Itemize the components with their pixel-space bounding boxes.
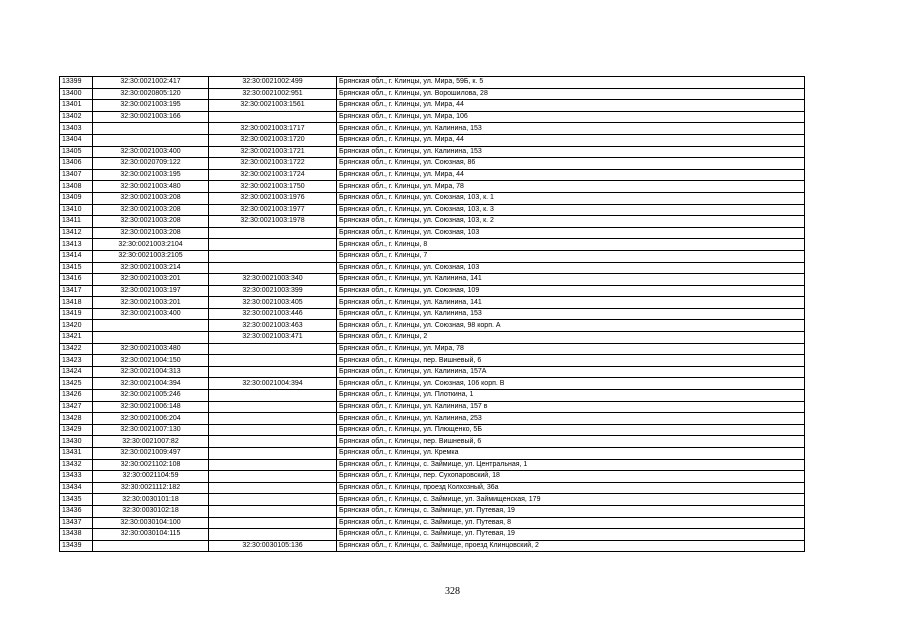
cadastral-number-land-cell: 32:30:0021003:201 [93, 274, 209, 286]
address-cell: Брянская обл., г. Клинцы, ул. Калинина, 153 [337, 308, 805, 320]
table-row [60, 239, 805, 251]
row-number-cell: 13428 [60, 413, 93, 425]
cadastral-number-building-cell: 32:30:0021003:1717 [209, 123, 337, 135]
cadastral-number-building-cell [209, 424, 337, 436]
cadastral-number-building-cell [209, 239, 337, 251]
table-row [60, 216, 805, 228]
table-row [60, 378, 805, 390]
table-row [60, 146, 805, 158]
cadastral-number-land-cell: 32:30:0021007:130 [93, 424, 209, 436]
cadastral-number-building-cell [209, 366, 337, 378]
cadastral-number-building-cell: 32:30:0021004:394 [209, 378, 337, 390]
address-cell: Брянская обл., г. Клинцы, ул. Калинина, 141 [337, 274, 805, 286]
cadastral-number-building-cell [209, 413, 337, 425]
table-row [60, 227, 805, 239]
row-number-cell: 13408 [60, 181, 93, 193]
table-row [60, 505, 805, 517]
address-cell: Брянская обл., г. Клинцы, ул. Мира, 78 [337, 181, 805, 193]
row-number-cell: 13411 [60, 216, 93, 228]
table-row [60, 169, 805, 181]
cadastral-number-land-cell: 32:30:0021006:148 [93, 401, 209, 413]
row-number-cell: 13437 [60, 517, 93, 529]
row-number-cell: 13433 [60, 471, 93, 483]
registry-table [59, 76, 805, 552]
table-row [60, 436, 805, 448]
cadastral-number-land-cell: 32:30:0021003:2105 [93, 250, 209, 262]
row-number-cell: 13412 [60, 227, 93, 239]
row-number-cell: 13421 [60, 332, 93, 344]
row-number-cell: 13422 [60, 343, 93, 355]
cadastral-number-building-cell [209, 494, 337, 506]
cadastral-number-land-cell: 32:30:0021102:108 [93, 459, 209, 471]
cadastral-number-land-cell: 32:30:0030104:100 [93, 517, 209, 529]
table-row [60, 448, 805, 460]
address-cell: Брянская обл., г. Клинцы, ул. Союзная, 103, к. 3 [337, 204, 805, 216]
table-row [60, 390, 805, 402]
cadastral-number-land-cell: 32:30:0021007:82 [93, 436, 209, 448]
table-row [60, 332, 805, 344]
address-cell: Брянская обл., г. Клинцы, с. Займище, ул. Центральная, 1 [337, 459, 805, 471]
address-cell: Брянская обл., г. Клинцы, ул. Союзная, 103 [337, 262, 805, 274]
address-cell: Брянская обл., г. Клинцы, ул. Калинина, 141 [337, 297, 805, 309]
address-cell: Брянская обл., г. Клинцы, ул. Калинина, 157А [337, 366, 805, 378]
address-cell: Брянская обл., г. Клинцы, ул. Мира, 44 [337, 134, 805, 146]
address-cell: Брянская обл., г. Клинцы, ул. Мира, 44 [337, 100, 805, 112]
address-cell: Брянская обл., г. Клинцы, ул. Мира, 59Б, к. 5 [337, 77, 805, 89]
address-cell: Брянская обл., г. Клинцы, с. Займище, ул. Займищенская, 179 [337, 494, 805, 506]
table-row [60, 77, 805, 89]
cadastral-number-building-cell [209, 482, 337, 494]
row-number-cell: 13420 [60, 320, 93, 332]
row-number-cell: 13418 [60, 297, 93, 309]
cadastral-number-building-cell [209, 390, 337, 402]
cadastral-number-land-cell: 32:30:0020709:122 [93, 158, 209, 170]
cadastral-number-building-cell: 32:30:0021003:446 [209, 308, 337, 320]
cadastral-number-land-cell [93, 332, 209, 344]
row-number-cell: 13434 [60, 482, 93, 494]
row-number-cell: 13425 [60, 378, 93, 390]
cadastral-number-building-cell: 32:30:0021002:951 [209, 88, 337, 100]
cadastral-number-land-cell: 32:30:0021003:195 [93, 100, 209, 112]
address-cell: Брянская обл., г. Клинцы, ул. Союзная, 98 корп. А [337, 320, 805, 332]
cadastral-number-land-cell: 32:30:0021003:400 [93, 308, 209, 320]
cadastral-number-land-cell [93, 134, 209, 146]
cadastral-number-land-cell: 32:30:0021005:246 [93, 390, 209, 402]
row-number-cell: 13427 [60, 401, 93, 413]
cadastral-number-land-cell: 32:30:0021104:59 [93, 471, 209, 483]
cadastral-number-building-cell: 32:30:0021003:463 [209, 320, 337, 332]
address-cell: Брянская обл., г. Клинцы, ул. Калинина, 153 [337, 146, 805, 158]
cadastral-number-building-cell [209, 505, 337, 517]
table-row [60, 413, 805, 425]
cadastral-number-land-cell: 32:30:0021003:214 [93, 262, 209, 274]
cadastral-number-building-cell [209, 227, 337, 239]
table-row [60, 355, 805, 367]
cadastral-number-building-cell [209, 111, 337, 123]
row-number-cell: 13401 [60, 100, 93, 112]
row-number-cell: 13429 [60, 424, 93, 436]
cadastral-number-land-cell: 32:30:0021004:313 [93, 366, 209, 378]
cadastral-number-building-cell [209, 343, 337, 355]
address-cell: Брянская обл., г. Клинцы, ул. Калинина, 157 в [337, 401, 805, 413]
page-number: 328 [445, 586, 460, 597]
row-number-cell: 13403 [60, 123, 93, 135]
row-number-cell: 13400 [60, 88, 93, 100]
row-number-cell: 13426 [60, 390, 93, 402]
address-cell: Брянская обл., г. Клинцы, пер. Вишневый, 6 [337, 436, 805, 448]
row-number-cell: 13438 [60, 529, 93, 541]
row-number-cell: 13410 [60, 204, 93, 216]
table-row [60, 158, 805, 170]
cadastral-number-building-cell [209, 401, 337, 413]
address-cell: Брянская обл., г. Клинцы, ул. Мира, 44 [337, 169, 805, 181]
row-number-cell: 13424 [60, 366, 93, 378]
address-cell: Брянская обл., г. Клинцы, ул. Союзная, 86 [337, 158, 805, 170]
address-cell: Брянская обл., г. Клинцы, ул. Мира, 106 [337, 111, 805, 123]
cadastral-number-building-cell: 32:30:0021003:1977 [209, 204, 337, 216]
cadastral-number-land-cell: 32:30:0021003:400 [93, 146, 209, 158]
cadastral-number-land-cell: 32:30:0021003:480 [93, 181, 209, 193]
address-cell: Брянская обл., г. Клинцы, ул. Кремка [337, 448, 805, 460]
row-number-cell: 13415 [60, 262, 93, 274]
cadastral-number-land-cell: 32:30:0021003:480 [93, 343, 209, 355]
cadastral-number-land-cell: 32:30:0030102:18 [93, 505, 209, 517]
row-number-cell: 13419 [60, 308, 93, 320]
cadastral-number-land-cell: 32:30:0021003:208 [93, 227, 209, 239]
row-number-cell: 13417 [60, 285, 93, 297]
row-number-cell: 13399 [60, 77, 93, 89]
cadastral-number-land-cell: 32:30:0021003:197 [93, 285, 209, 297]
table-row [60, 123, 805, 135]
cadastral-number-land-cell: 32:30:0020805:120 [93, 88, 209, 100]
address-cell: Брянская обл., г. Клинцы, ул. Союзная, 106 корп. В [337, 378, 805, 390]
address-cell: Брянская обл., г. Клинцы, ул. Мира, 78 [337, 343, 805, 355]
address-cell: Брянская обл., г. Клинцы, пер. Сухопаровский, 18 [337, 471, 805, 483]
cadastral-number-land-cell: 32:30:0030104:115 [93, 529, 209, 541]
cadastral-number-building-cell: 32:30:0030105:136 [209, 540, 337, 552]
cadastral-number-building-cell [209, 529, 337, 541]
address-cell: Брянская обл., г. Клинцы, 7 [337, 250, 805, 262]
registry-table-body [60, 77, 805, 552]
cadastral-number-building-cell: 32:30:0021003:1722 [209, 158, 337, 170]
cadastral-number-building-cell: 32:30:0021003:340 [209, 274, 337, 286]
row-number-cell: 13431 [60, 448, 93, 460]
address-cell: Брянская обл., г. Клинцы, с. Займище, ул. Путевая, 8 [337, 517, 805, 529]
table-row [60, 482, 805, 494]
row-number-cell: 13414 [60, 250, 93, 262]
row-number-cell: 13416 [60, 274, 93, 286]
cadastral-number-land-cell: 32:30:0021003:208 [93, 216, 209, 228]
cadastral-number-building-cell: 32:30:0021003:1721 [209, 146, 337, 158]
table-row [60, 424, 805, 436]
table-row [60, 204, 805, 216]
table-row [60, 459, 805, 471]
cadastral-number-building-cell: 32:30:0021003:1561 [209, 100, 337, 112]
table-row [60, 540, 805, 552]
cadastral-number-building-cell [209, 459, 337, 471]
row-number-cell: 13407 [60, 169, 93, 181]
table-row [60, 285, 805, 297]
cadastral-number-building-cell [209, 517, 337, 529]
address-cell: Брянская обл., г. Клинцы, 8 [337, 239, 805, 251]
cadastral-number-land-cell [93, 320, 209, 332]
address-cell: Брянская обл., г. Клинцы, ул. Калинина, 153 [337, 123, 805, 135]
row-number-cell: 13435 [60, 494, 93, 506]
cadastral-number-land-cell: 32:30:0021004:394 [93, 378, 209, 390]
table-row [60, 192, 805, 204]
table-row [60, 88, 805, 100]
cadastral-number-building-cell: 32:30:0021003:405 [209, 297, 337, 309]
address-cell: Брянская обл., г. Клинцы, ул. Союзная, 103, к. 1 [337, 192, 805, 204]
cadastral-number-building-cell [209, 262, 337, 274]
address-cell: Брянская обл., г. Клинцы, ул. Калинина, 253 [337, 413, 805, 425]
cadastral-number-building-cell: 32:30:0021003:1976 [209, 192, 337, 204]
table-row [60, 250, 805, 262]
cadastral-number-building-cell: 32:30:0021003:1720 [209, 134, 337, 146]
table-row [60, 111, 805, 123]
cadastral-number-land-cell: 32:30:0030101:18 [93, 494, 209, 506]
table-row [60, 366, 805, 378]
row-number-cell: 13402 [60, 111, 93, 123]
cadastral-number-building-cell: 32:30:0021003:1750 [209, 181, 337, 193]
cadastral-number-building-cell [209, 436, 337, 448]
address-cell: Брянская обл., г. Клинцы, проезд Колхозный, 36а [337, 482, 805, 494]
cadastral-number-land-cell [93, 123, 209, 135]
table-row [60, 343, 805, 355]
cadastral-number-building-cell [209, 250, 337, 262]
cadastral-number-land-cell: 32:30:0021002:417 [93, 77, 209, 89]
cadastral-number-land-cell: 32:30:0021004:150 [93, 355, 209, 367]
cadastral-number-building-cell [209, 471, 337, 483]
table-row [60, 529, 805, 541]
cadastral-number-building-cell [209, 448, 337, 460]
address-cell: Брянская обл., г. Клинцы, пер. Вишневый, 6 [337, 355, 805, 367]
cadastral-number-building-cell: 32:30:0021003:1978 [209, 216, 337, 228]
row-number-cell: 13432 [60, 459, 93, 471]
address-cell: Брянская обл., г. Клинцы, ул. Союзная, 103, к. 2 [337, 216, 805, 228]
row-number-cell: 13413 [60, 239, 93, 251]
row-number-cell: 13423 [60, 355, 93, 367]
cadastral-number-building-cell: 32:30:0021003:1724 [209, 169, 337, 181]
table-row [60, 401, 805, 413]
address-cell: Брянская обл., г. Клинцы, ул. Плоткина, 1 [337, 390, 805, 402]
cadastral-number-land-cell: 32:30:0021003:166 [93, 111, 209, 123]
cadastral-number-land-cell: 32:30:0021003:208 [93, 204, 209, 216]
cadastral-number-land-cell [93, 540, 209, 552]
cadastral-number-land-cell: 32:30:0021003:208 [93, 192, 209, 204]
table-row [60, 471, 805, 483]
table-row [60, 262, 805, 274]
row-number-cell: 13404 [60, 134, 93, 146]
row-number-cell: 13405 [60, 146, 93, 158]
table-row [60, 308, 805, 320]
address-cell: Брянская обл., г. Клинцы, с. Займище, ул. Путевая, 19 [337, 505, 805, 517]
table-row [60, 297, 805, 309]
cadastral-number-building-cell [209, 355, 337, 367]
cadastral-number-land-cell: 32:30:0021003:195 [93, 169, 209, 181]
address-cell: Брянская обл., г. Клинцы, ул. Союзная, 109 [337, 285, 805, 297]
table-row [60, 494, 805, 506]
cadastral-number-building-cell: 32:30:0021002:499 [209, 77, 337, 89]
cadastral-number-land-cell: 32:30:0021009:497 [93, 448, 209, 460]
address-cell: Брянская обл., г. Клинцы, с. Займище, проезд Клинцовский, 2 [337, 540, 805, 552]
row-number-cell: 13439 [60, 540, 93, 552]
table-row [60, 274, 805, 286]
row-number-cell: 13436 [60, 505, 93, 517]
cadastral-number-land-cell: 32:30:0021003:201 [93, 297, 209, 309]
table-row [60, 134, 805, 146]
cadastral-number-building-cell: 32:30:0021003:399 [209, 285, 337, 297]
table-row [60, 320, 805, 332]
table-row [60, 100, 805, 112]
address-cell: Брянская обл., г. Клинцы, ул. Ворошилова, 28 [337, 88, 805, 100]
table-row [60, 517, 805, 529]
address-cell: Брянская обл., г. Клинцы, ул. Плющенко, 5Б [337, 424, 805, 436]
address-cell: Брянская обл., г. Клинцы, с. Займище, ул. Путевая, 19 [337, 529, 805, 541]
row-number-cell: 13409 [60, 192, 93, 204]
address-cell: Брянская обл., г. Клинцы, 2 [337, 332, 805, 344]
cadastral-number-land-cell: 32:30:0021006:204 [93, 413, 209, 425]
cadastral-number-land-cell: 32:30:0021112:182 [93, 482, 209, 494]
row-number-cell: 13430 [60, 436, 93, 448]
cadastral-number-building-cell: 32:30:0021003:471 [209, 332, 337, 344]
table-row [60, 181, 805, 193]
address-cell: Брянская обл., г. Клинцы, ул. Союзная, 103 [337, 227, 805, 239]
row-number-cell: 13406 [60, 158, 93, 170]
cadastral-number-land-cell: 32:30:0021003:2104 [93, 239, 209, 251]
